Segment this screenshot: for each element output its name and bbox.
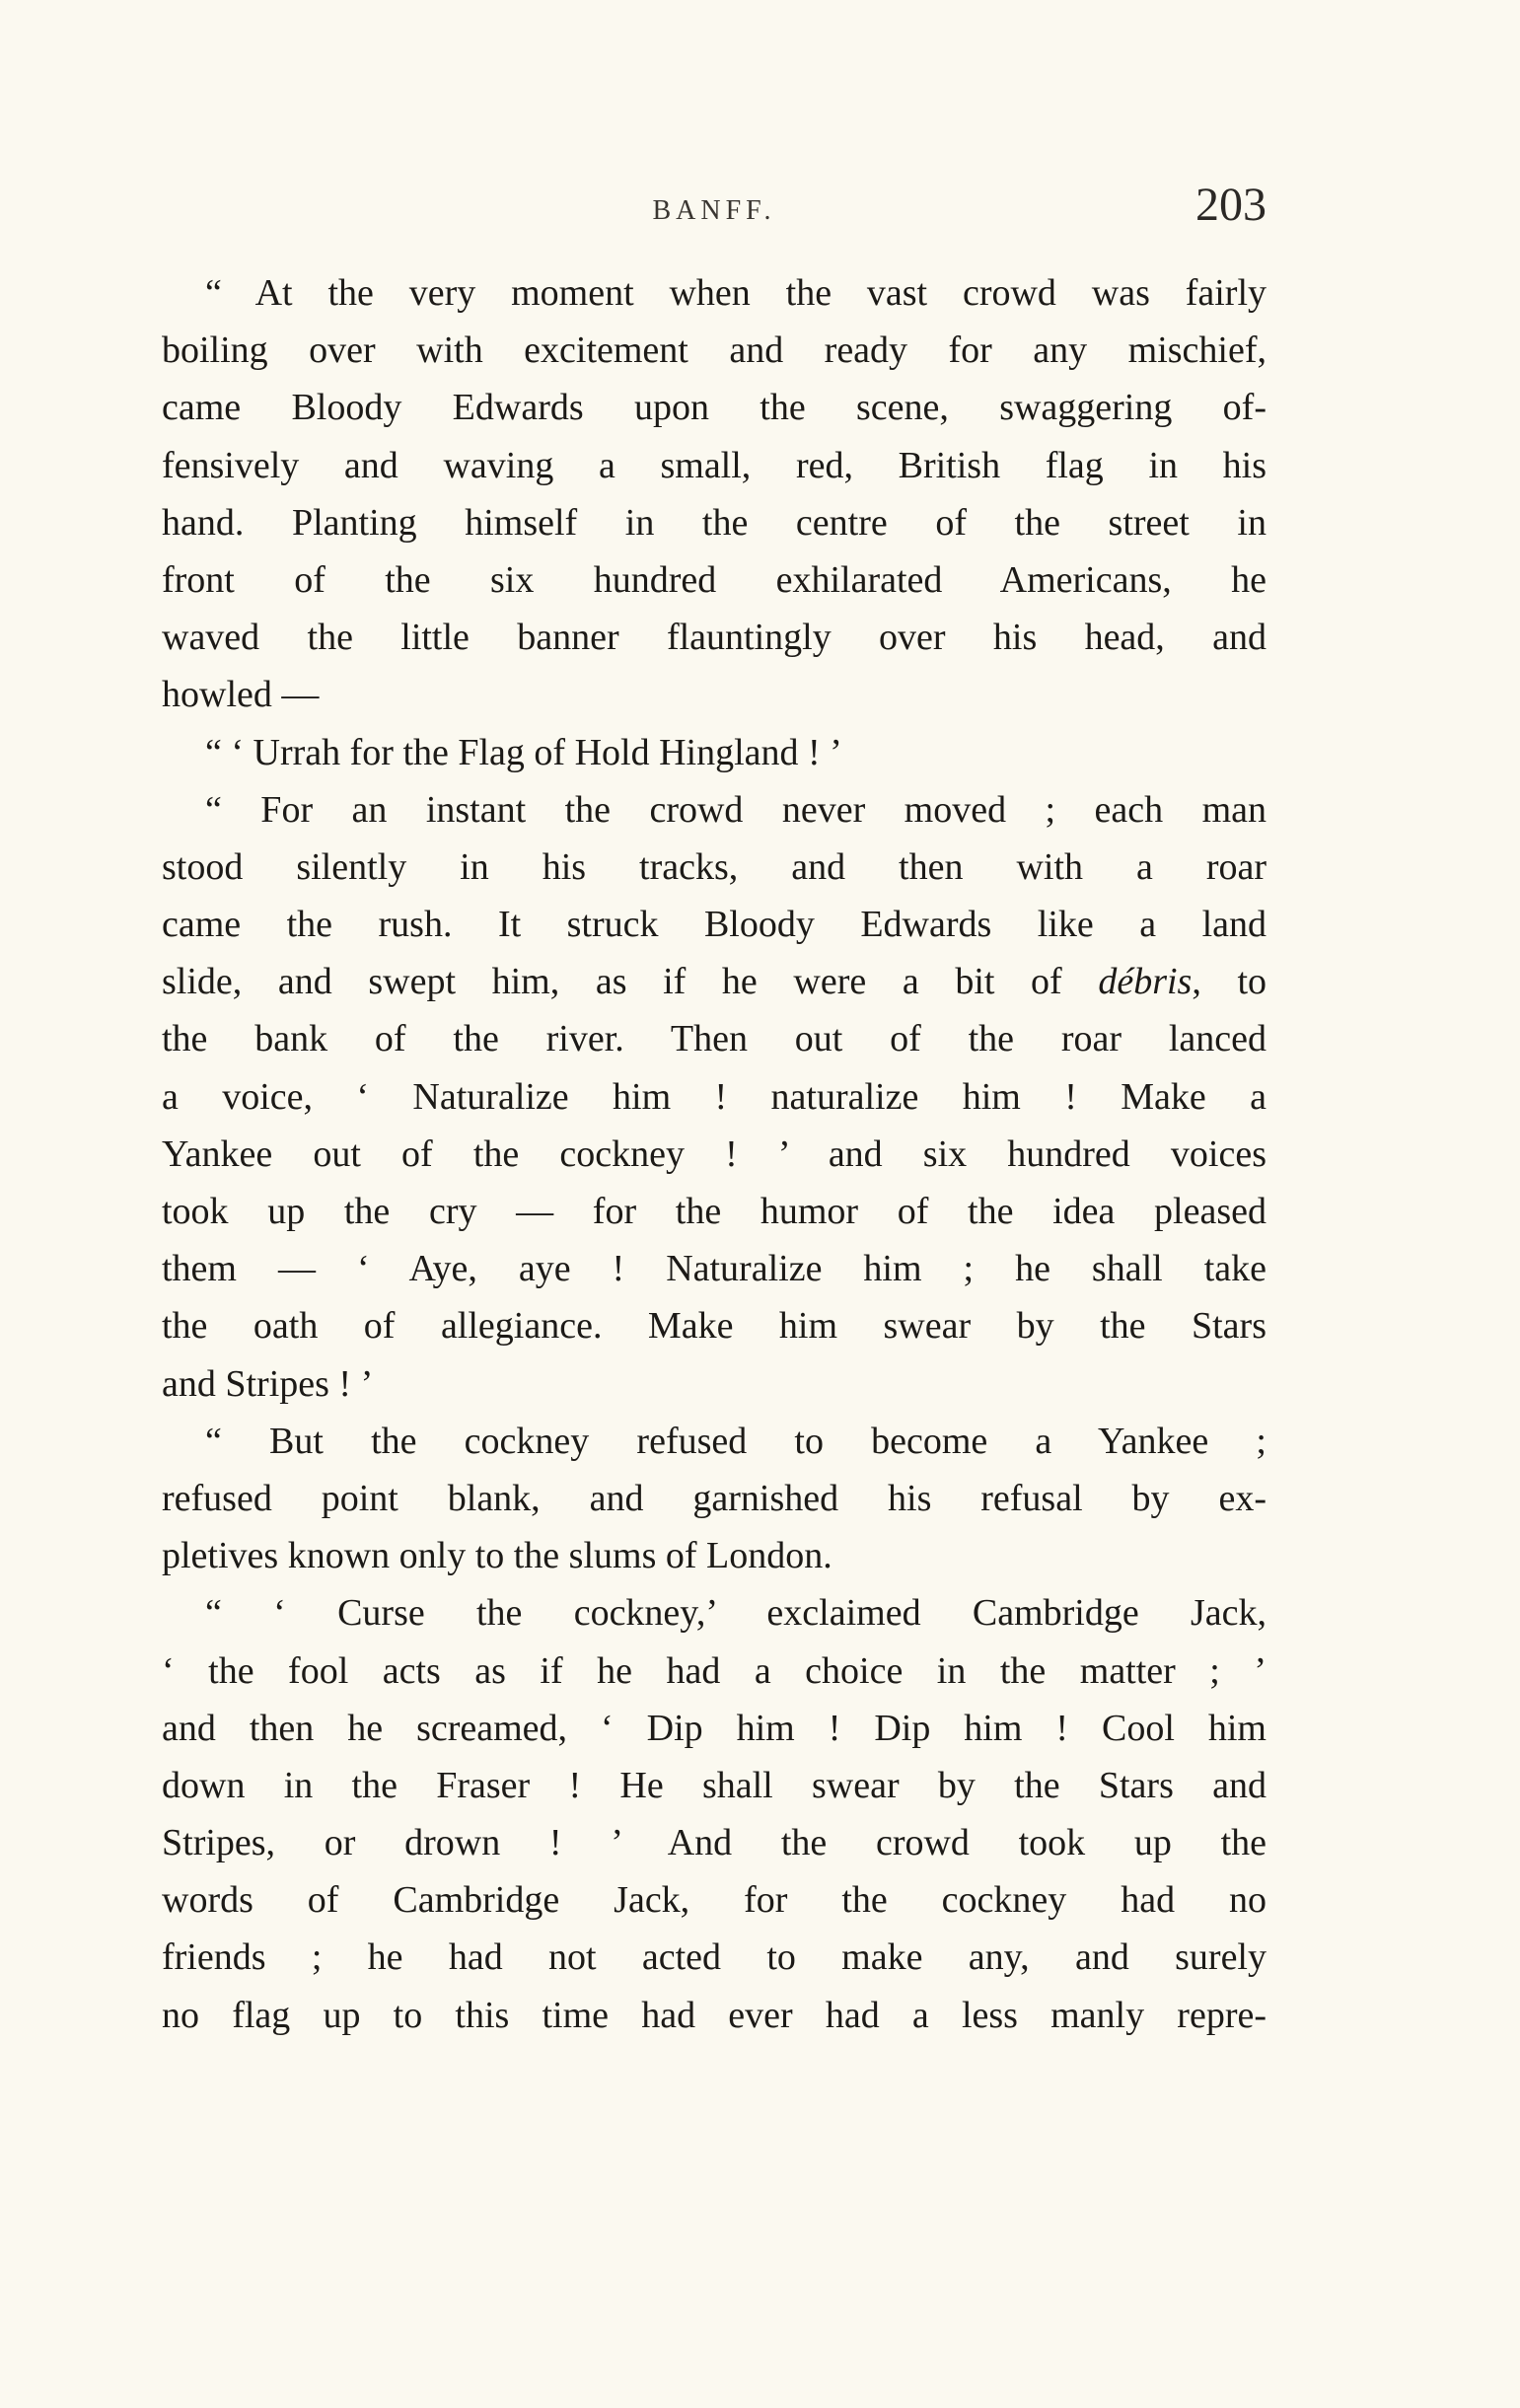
text-line-with-italic	[162, 953, 1267, 1010]
text-line: the oath of allegiance. Make him swear by the Stars	[162, 1305, 1267, 1348]
text-line: “ ‘ Urrah for the Flag of Hold Hingland ! ’	[205, 731, 842, 773]
text-line: waved the little banner flauntingly over his head, and	[162, 617, 1267, 659]
text-line: hand. Planting himself in the centre of the street in	[162, 501, 1267, 544]
body-text	[162, 264, 1267, 2044]
running-title: BANFF.	[652, 195, 776, 226]
text-line: came Bloody Edwards upon the scene, swaggering of-	[162, 387, 1267, 429]
text-line: fensively and waving a small, red, British flag in his	[162, 444, 1267, 486]
text-line: “ For an instant the crowd never moved ; each man	[205, 788, 1267, 831]
text-line: Stripes, or drown ! ’ And the crowd took up the	[162, 1822, 1267, 1864]
text-line: pletives known only to the slums of London.	[162, 1535, 832, 1577]
text-line: “ At the very moment when the vast crowd was fairly	[205, 272, 1267, 314]
line-text: slide, and swept him, as if he were a bit of	[162, 961, 1062, 1003]
text-line: Yankee out of the cockney ! ’ and six hundred voices	[162, 1132, 1267, 1175]
text-line: down in the Fraser ! He shall swear by the Stars and	[162, 1764, 1267, 1806]
text-line: stood silently in his tracks, and then with a roar	[162, 845, 1267, 888]
text-line: came the rush. It struck Bloody Edwards like a land	[162, 904, 1267, 946]
page-number: 203	[1195, 179, 1267, 231]
text-line: a voice, ‘ Naturalize him ! naturalize him ! Make a	[162, 1075, 1267, 1118]
text-line: ‘ the fool acts as if he had a choice in the matter ; ’	[162, 1649, 1267, 1692]
text-line: friends ; he had not acted to make any, and surely	[162, 1936, 1267, 1979]
text-line: the bank of the river. Then out of the roar lanced	[162, 1018, 1267, 1060]
text-line: took up the cry — for the humor of the idea pleased	[162, 1191, 1267, 1232]
text-line: “ ‘ Curse the cockney,’ exclaimed Cambridge Jack,	[205, 1592, 1267, 1635]
text-line: and then he screamed, ‘ Dip him ! Dip him ! Cool him	[162, 1707, 1267, 1749]
text-line: front of the six hundred exhilarated Americans, he	[162, 558, 1267, 601]
running-head	[162, 178, 1267, 247]
text-line: them — ‘ Aye, aye ! Naturalize him ; he shall take	[162, 1248, 1267, 1290]
text-line: “ But the cockney refused to become a Yankee ;	[205, 1420, 1267, 1462]
text-line: words of Cambridge Jack, for the cockney had no	[162, 1879, 1267, 1922]
text-line: refused point blank, and garnished his refusal by ex-	[162, 1477, 1267, 1519]
text-line: boiling over with excitement and ready for any mischief,	[162, 329, 1267, 372]
text-line: no flag up to this time had ever had a less manly repre-	[162, 1994, 1267, 2036]
text-line: howled —	[162, 674, 320, 716]
italic-word: débris	[1098, 961, 1193, 1003]
text-line: and Stripes ! ’	[162, 1362, 374, 1405]
line-tail: , to	[1192, 961, 1267, 1003]
